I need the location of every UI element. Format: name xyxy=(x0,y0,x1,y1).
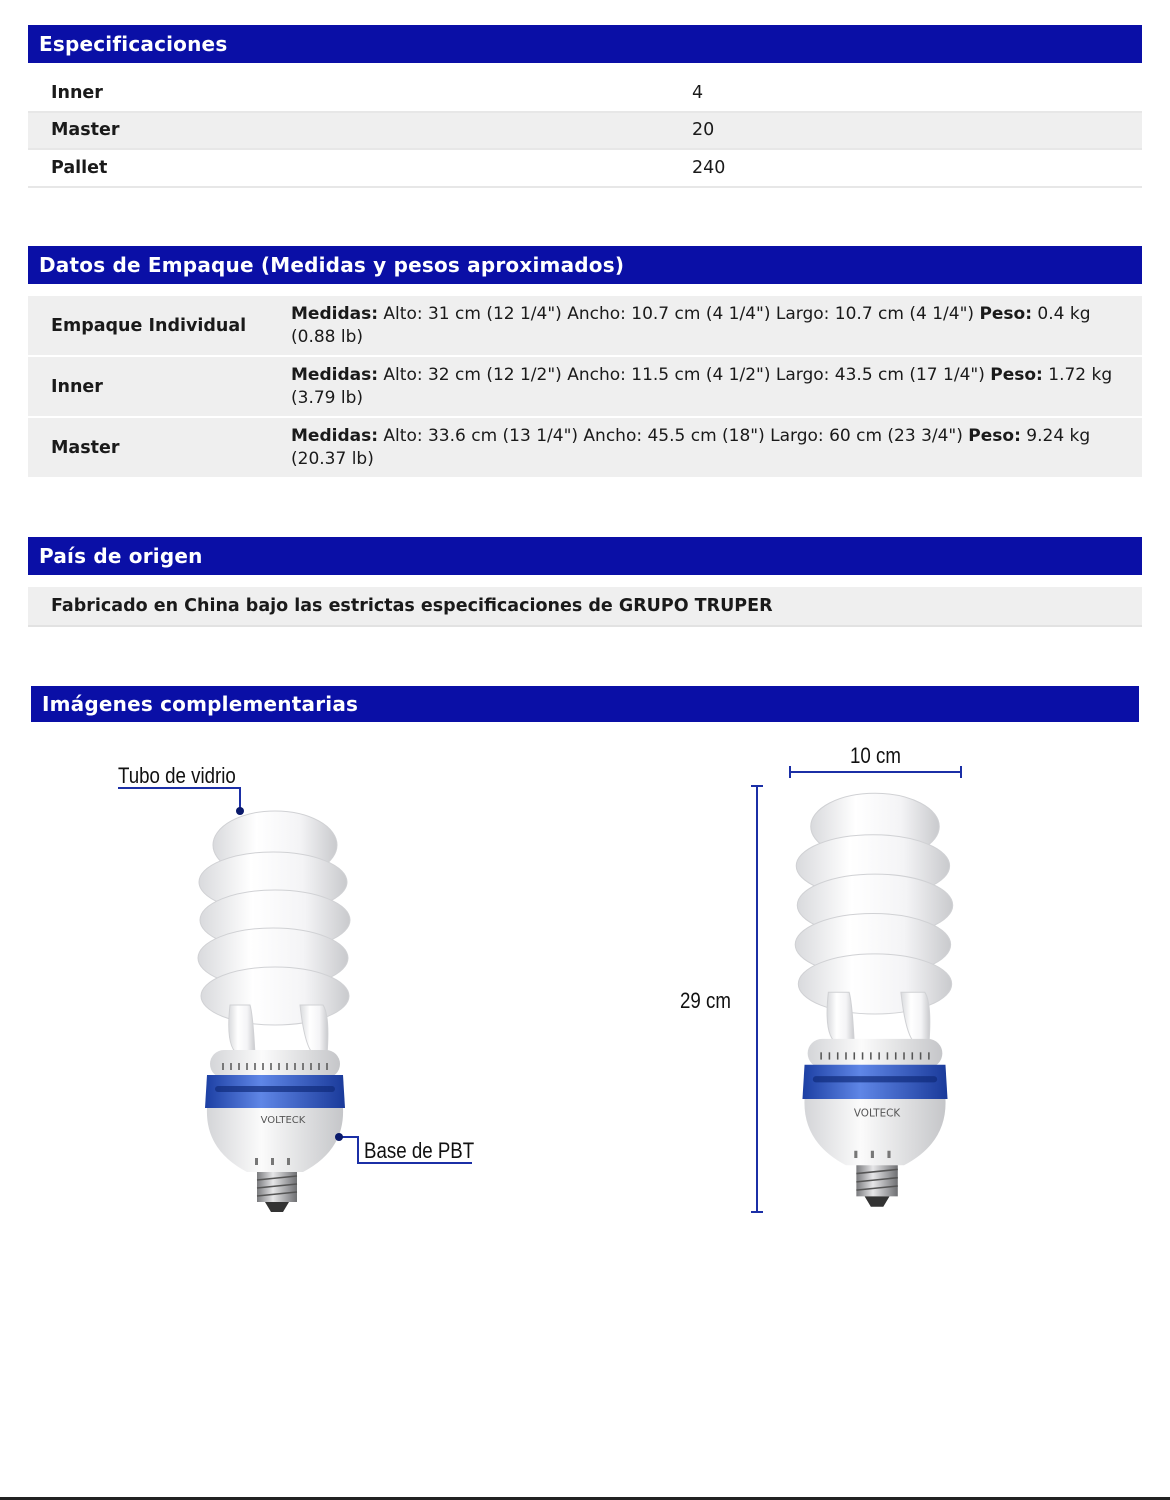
packaging-table xyxy=(28,296,1142,479)
pack-value xyxy=(291,425,1142,471)
packaging-header: Datos de Empaque (Medidas y pesos aproximados) xyxy=(28,246,1142,284)
table-row xyxy=(28,418,1142,479)
height-dimension-line xyxy=(749,784,765,1216)
peso-value: 9.24 kg (20.37 lb) xyxy=(291,425,1091,469)
spec-value: 240 xyxy=(692,157,726,178)
spec-label: Inner xyxy=(51,82,103,103)
images-header: Imágenes complementarias xyxy=(31,686,1139,722)
pack-label: Empaque Individual xyxy=(51,315,247,336)
medidas-value: Alto: 31 cm (12 1/4") Ancho: 10.7 cm (4 1/4") Largo: 10.7 cm (4 1/4") xyxy=(378,303,980,324)
peso-label: Peso: xyxy=(979,303,1033,324)
callout-tube-leader xyxy=(118,786,248,816)
bulb-image-left xyxy=(195,800,355,1215)
brand-logo: VOLTECK xyxy=(260,1115,306,1126)
medidas-value: Alto: 33.6 cm (13 1/4") Ancho: 45.5 cm (18") Largo: 60 cm (23 3/4") xyxy=(378,425,969,446)
origin-header: País de origen xyxy=(28,537,1142,575)
table-row xyxy=(28,113,1142,151)
medidas-label: Medidas: xyxy=(291,303,379,324)
callout-tube-label: Tubo de vidrio xyxy=(118,763,236,788)
callout-base-label: Base de PBT xyxy=(364,1138,475,1163)
peso-value: 1.72 kg (3.79 lb) xyxy=(291,364,1113,408)
width-label: 10 cm xyxy=(850,743,901,768)
brand-logo: VOLTECK xyxy=(853,1107,901,1120)
medidas-value: Alto: 32 cm (12 1/2") Ancho: 11.5 cm (4 1/2") Largo: 43.5 cm (17 1/4") xyxy=(378,364,991,385)
glass-spiral xyxy=(198,811,350,1055)
spec-label: Pallet xyxy=(51,157,108,178)
bulb-image-right xyxy=(790,785,960,1215)
table-row xyxy=(28,357,1142,418)
spec-value: 4 xyxy=(692,82,704,103)
callout-base-leader xyxy=(334,1131,474,1167)
specs-table xyxy=(28,75,1142,188)
pack-label: Inner xyxy=(51,376,103,397)
medidas-label: Medidas: xyxy=(291,425,379,446)
spec-value: 20 xyxy=(692,120,715,141)
peso-value: 0.4 kg (0.88 lb) xyxy=(291,303,1091,347)
peso-label: Peso: xyxy=(968,425,1021,446)
specs-header: Especificaciones xyxy=(28,25,1142,63)
table-row xyxy=(28,75,1142,113)
peso-label: Peso: xyxy=(990,364,1043,385)
bulb-collar xyxy=(210,1050,340,1078)
pack-value xyxy=(291,303,1142,349)
medidas-label: Medidas: xyxy=(291,364,379,385)
pack-label: Master xyxy=(51,437,120,458)
spec-label: Master xyxy=(51,120,120,141)
table-row xyxy=(28,150,1142,188)
origin-text: Fabricado en China bajo las estrictas especificaciones de GRUPO TRUPER xyxy=(28,587,1142,627)
pack-value xyxy=(291,364,1142,410)
height-label: 29 cm xyxy=(680,988,731,1013)
table-row xyxy=(28,296,1142,357)
